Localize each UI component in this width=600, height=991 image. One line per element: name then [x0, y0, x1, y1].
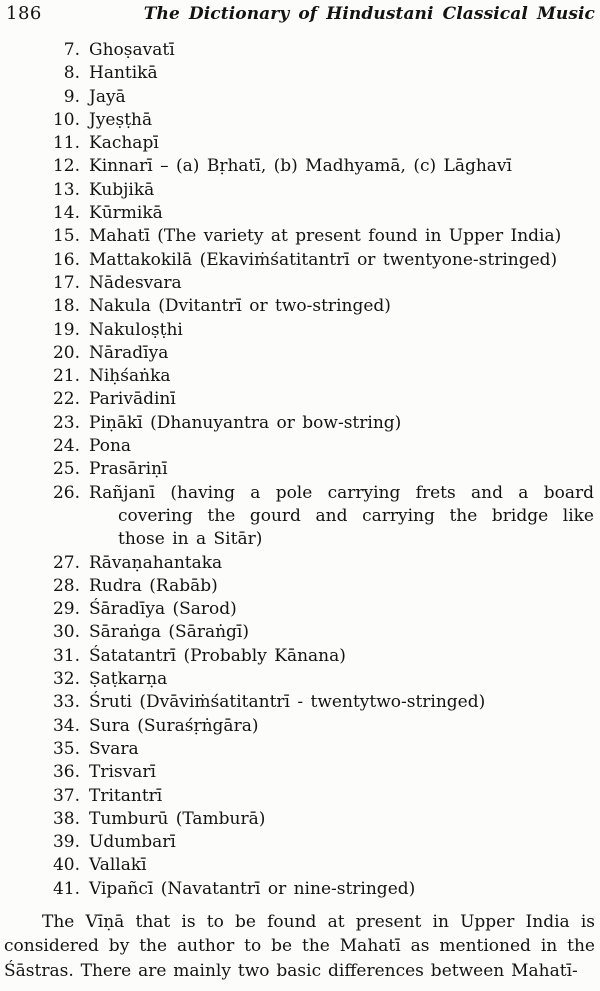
list-item [0, 691, 600, 714]
list-item-number: 12. [52, 156, 80, 177]
list-item-text: Mattakokilā (Ekaviṁśatitantrī or twentyone-stringed) [89, 249, 558, 270]
list-item-text: Udumbarī [89, 832, 176, 853]
list-item-number: 32. [52, 669, 80, 690]
list-item-text: Śāradīya (Sarod) [89, 599, 237, 620]
list-item-text: Ghoṣavatī [89, 40, 175, 60]
list-item-text: Parivādinī [89, 389, 176, 410]
list-item-text: Svara [89, 738, 139, 759]
list-item [0, 482, 600, 552]
list-item [0, 761, 600, 784]
list-item-text: Pona [89, 436, 132, 457]
list-item-text: Nakuloṣṭhi [89, 319, 183, 340]
list-item [0, 365, 600, 388]
list-item [0, 831, 600, 854]
list-item-text: Piṇākī (Dhanuyantra or bow-string) [89, 412, 402, 433]
list-item [0, 785, 600, 808]
list-item-number: 41. [52, 878, 80, 899]
list-item-number: 29. [52, 599, 80, 620]
list-item-number: 14. [52, 203, 80, 224]
list-item [0, 575, 600, 598]
list-item [0, 808, 600, 831]
list-item-text: Trisvarī [89, 762, 156, 783]
list-item [0, 854, 600, 877]
list-item [0, 342, 600, 365]
list-item-number: 39. [52, 832, 80, 853]
list-item [0, 621, 600, 644]
list-item [0, 225, 600, 248]
list-item-number: 9. [63, 86, 80, 107]
list-item [0, 155, 600, 178]
list-item [0, 715, 600, 738]
list-item-text: Nādesvara [89, 272, 182, 293]
running-title: The Dictionary of Hindustani Classical Music [143, 4, 595, 24]
list-item-number: 21. [52, 366, 80, 387]
list-item-number: 36. [52, 762, 80, 783]
list-item-text: Sura (Suraśṛṅgāra) [89, 715, 259, 736]
list-item-number: 24. [52, 436, 80, 457]
list-item-number: 11. [52, 133, 80, 154]
list-item-number: 37. [52, 785, 80, 806]
list-item-text: Rañjanī (having a pole carrying frets and a board covering the gourd and carrying the bridge like those in a Sitār) [89, 482, 594, 550]
list-item-text: Ṣaṭkarṇa [89, 669, 168, 690]
list-item [0, 179, 600, 202]
list-item [0, 388, 600, 411]
list-item-text: Kubjikā [89, 179, 155, 200]
list-item-number: 28. [52, 575, 80, 596]
list-item-text: Kachapī [89, 133, 159, 154]
list-item-text: Nakula (Dvitantrī or two-stringed) [89, 296, 391, 317]
list-item-number: 18. [52, 296, 80, 317]
list-item-text: Prasāriṇī [89, 459, 168, 480]
list-item-number: 19. [52, 319, 80, 340]
list-item-number: 26. [52, 482, 80, 503]
list-item [0, 62, 600, 85]
page-header [0, 3, 600, 24]
list-item [0, 86, 600, 109]
list-item-text: Mahatī (The variety at present found in Upper India) [89, 226, 562, 247]
list-item-number: 40. [52, 855, 80, 876]
list-item [0, 668, 600, 691]
list-item-number: 34. [52, 715, 80, 736]
list-item-text: Hantikā [89, 63, 158, 84]
list-item [0, 552, 600, 575]
list-item [0, 249, 600, 272]
list-item-number: 16. [52, 249, 80, 270]
list-item [0, 295, 600, 318]
list-item-text: Tumburū (Tamburā) [89, 808, 266, 829]
list-item-number: 25. [52, 459, 80, 480]
list-item [0, 458, 600, 481]
list-item-text: Rudra (Rabāb) [89, 575, 218, 596]
list-item-text: Jayā [89, 86, 126, 107]
list-item [0, 319, 600, 342]
list-item-number: 27. [52, 552, 80, 573]
list-item-number: 20. [52, 342, 80, 363]
list-item-number: 23. [52, 412, 80, 433]
list-item-number: 38. [52, 808, 80, 829]
list-item-number: 31. [52, 645, 80, 666]
body-paragraph: The Vīṇā that is to be found at present in Upper India is considered by the author to be the Mahatī as mentioned in the Śāstras. There are mainly two basic differences between Mahatī- [4, 911, 595, 981]
list-item-text: Śatatantrī (Probably Kānana) [89, 645, 346, 666]
list-item-number: 7. [63, 40, 80, 60]
instrument-list [0, 39, 600, 901]
list-item [0, 202, 600, 225]
list-item-text: Śruti (Dvāviṁśatitantrī - twentytwo-stringed) [89, 692, 486, 713]
list-item-text: Rāvaṇahantaka [89, 552, 223, 573]
list-item-text: Kinnarī – (a) Bṛhatī, (b) Madhyamā, (c) Lāghavī [89, 156, 512, 177]
list-item-number: 13. [52, 179, 80, 200]
list-item-text: Sāraṅga (Sāraṅgī) [89, 622, 249, 643]
list-item [0, 645, 600, 668]
list-item-number: 33. [52, 692, 80, 713]
list-item-number: 35. [52, 738, 80, 759]
list-item [0, 878, 600, 901]
list-item-text: Tritantrī [89, 785, 163, 806]
list-item-number: 30. [52, 622, 80, 643]
list-item [0, 272, 600, 295]
list-item [0, 132, 600, 155]
list-item [0, 598, 600, 621]
list-item-text: Niḥśaṅka [89, 366, 171, 387]
list-item [0, 39, 600, 62]
list-item-number: 10. [52, 109, 80, 130]
page-number: 186 [6, 3, 42, 24]
list-item-number: 15. [52, 226, 80, 247]
list-item-number: 8. [63, 63, 80, 84]
list-item-text: Kūrmikā [89, 203, 163, 224]
list-item-number: 17. [52, 272, 80, 293]
list-item [0, 435, 600, 458]
list-item [0, 109, 600, 132]
list-item-number: 22. [52, 389, 80, 410]
list-item-text: Jyeṣṭhā [89, 109, 153, 130]
list-item-text: Vallakī [89, 855, 147, 876]
list-item [0, 412, 600, 435]
list-item-text: Vipañcī (Navatantrī or nine-stringed) [89, 878, 416, 899]
list-item [0, 738, 600, 761]
list-item-text: Nāradīya [89, 342, 169, 363]
